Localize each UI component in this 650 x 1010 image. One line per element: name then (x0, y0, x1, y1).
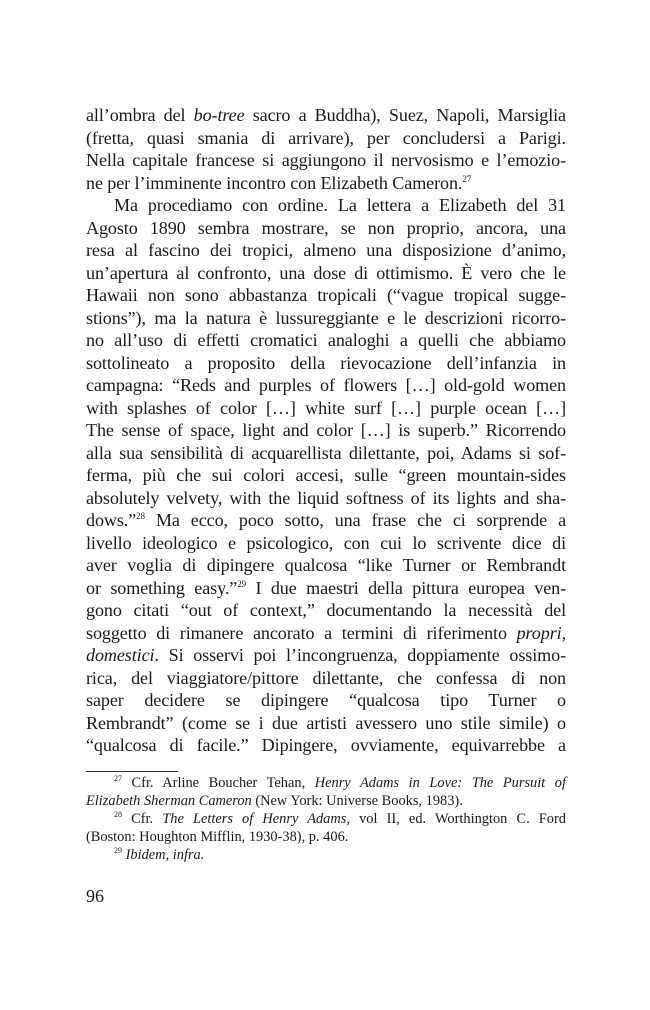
text-line: gono citati “out of context,” documentando la necessità del (86, 600, 566, 620)
text-line: campagna: “Reds and purples of flowers […] old-gold women (86, 375, 566, 395)
text-line: no all’uso di effetti cromatici analoghi a quelli che abbiamo (86, 330, 566, 350)
text-line: stions”), ma la natura è lussureggiante e le descrizioni ricorro- (86, 307, 566, 328)
text-line: saper decidere se dipingere “qualcosa tipo Turner o (86, 690, 566, 710)
footnote-ref[interactable]: 27 (462, 173, 472, 184)
text-line: domestici. Si osservi poi l’incongruenza, doppiamente ossimo- (86, 645, 566, 665)
text-line: Ma procediamo con ordine. La lettera a Elizabeth del 31 (114, 195, 566, 215)
text-line: sottolineato a proposito della rievocazione dell’infanzia in (86, 352, 566, 373)
text-line: “qualcosa di facile.” Dipingere, ovviamente, equivarrebbe a (86, 735, 566, 755)
text-line: aver voglia di dipingere qualcosa “like Turner or Rembrandt (86, 555, 566, 575)
footnote-ref[interactable]: 28 (136, 511, 145, 521)
footnote-divider (86, 771, 178, 772)
footnote-28-cont: (Boston: Houghton Mifflin, 1930-38), p. 406. (86, 829, 349, 845)
text-line: with splashes of color […] white surf […] purple ocean […] (86, 397, 566, 418)
text-line: dows.”$^{28}$ Ma ecco, poco sotto, una frase che ci sorprende a (86, 510, 566, 530)
footnote-28: $^{28}$ Cfr. The Letters of Henry Adams, vol II, ed. Worthington C. Ford (114, 810, 566, 827)
text-line: soggetto di rimanere ancorato a termini di riferimento propri, (86, 622, 566, 643)
footnote-ref[interactable]: 29 (237, 578, 247, 589)
footnotes (86, 774, 566, 864)
text-line: un’apertura al confronto, una dose di ottimismo. È vero che le (86, 262, 566, 283)
text-line: absolutely velvety, with the liquid softness of its lights and sha- (86, 487, 566, 508)
text-line: Agosto 1890 sembra mostrare, se non proprio, ancora, una (86, 217, 566, 238)
text-line: Nella capitale francese si aggiungono il nervosismo e l’emozio- (86, 150, 566, 170)
footnote-27-cont: Elizabeth Sherman Cameron (New York: Universe Books, 1983). (86, 793, 463, 809)
text-line: Rembrandt” (come se i due artisti avessero uno stile simile) o (86, 712, 566, 733)
footnote-29: $^{29}$ Ibidem, infra. (114, 846, 205, 863)
text-line: (fretta, quasi smania di arrivare), per concludersi a Parigi. (86, 127, 566, 148)
text-line: resa al fascino dei tropici, almeno una disposizione d’animo, (86, 240, 566, 260)
text-line: or something easy.”$^{29}$ I due maestri della pittura europea ven- (86, 577, 566, 598)
text-line: Hawaii non sono abbastanza tropicali (“vague tropical sugge- (86, 285, 566, 305)
body-text (86, 104, 566, 757)
text-line: all’ombra del bo-tree sacro a Buddha), Suez, Napoli, Marsiglia (86, 105, 566, 125)
footnote-27: $^{27}$ Cfr. Arline Boucher Tehan, Henry Adams in Love: The Pursuit of (114, 774, 566, 791)
text-line: livello ideologico e psicologico, con cui lo scrivente dice di (86, 532, 566, 553)
text-line: The sense of space, light and color […] is superb.” Ricorrendo (86, 420, 566, 440)
page-number: 96 (86, 886, 104, 906)
text-line: ferma, più che sui colori accesi, sulle “green mountain-sides (86, 465, 566, 485)
text-line: alla sua sensibilità di acquarellista dilettante, poi, Adams si sof- (86, 442, 566, 463)
text-line: ne per l’imminente incontro con Elizabeth Cameron.$^{27}$ (86, 172, 472, 193)
text-line: rica, del viaggiatore/pittore dilettante, che confessa di non (86, 667, 566, 688)
